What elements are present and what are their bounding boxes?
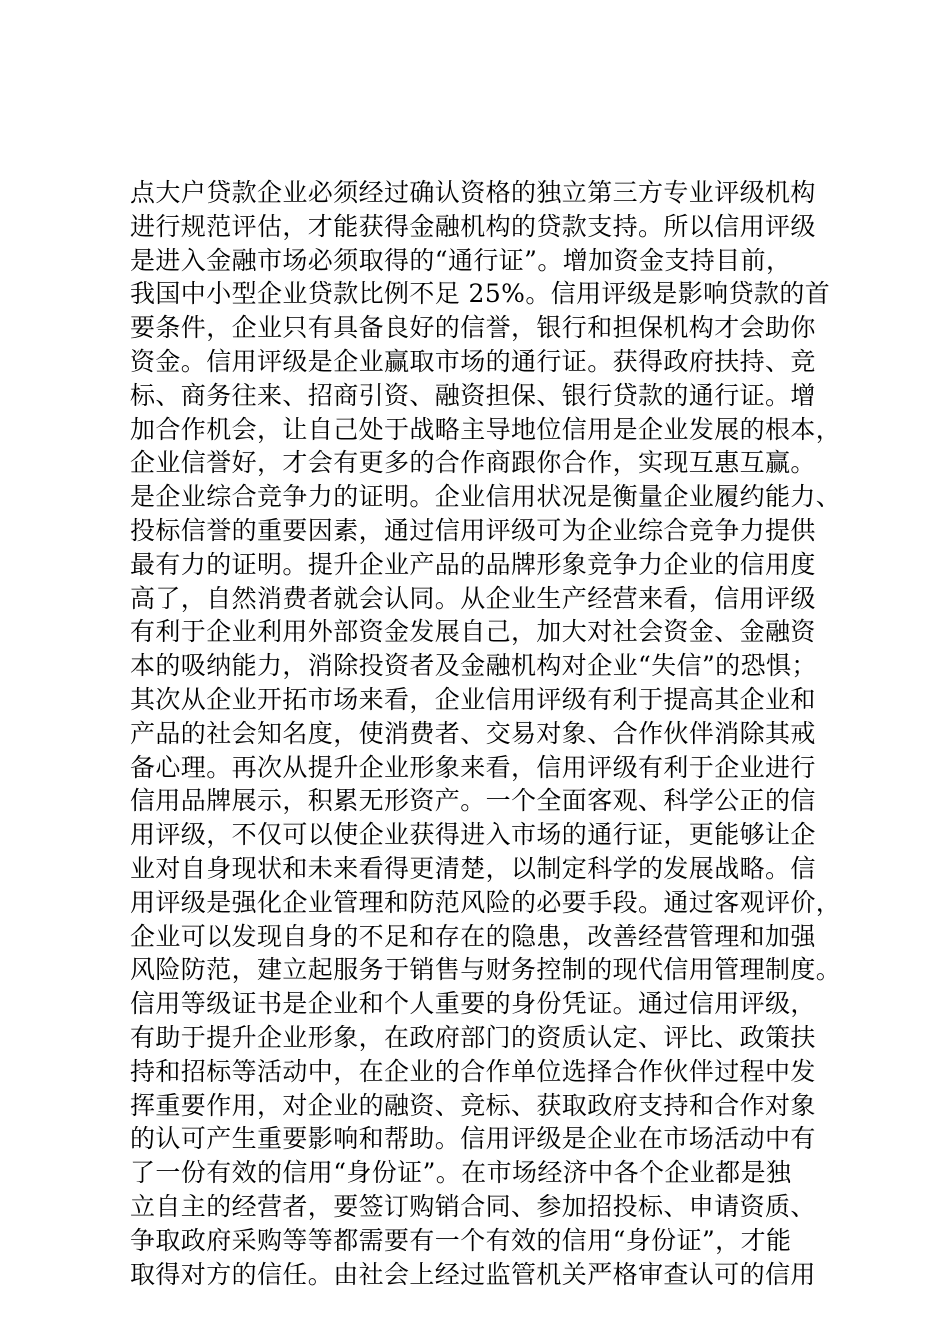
text-line: 要条件，企业只有具备良好的信誉，银行和担保机构才会助你 [130, 313, 816, 343]
text-line: 的认可产生重要影响和帮助。信用评级是企业在市场活动中有 [130, 1124, 816, 1154]
text-line: 高了，自然消费者就会认同。从企业生产经营来看，信用评级 [130, 583, 816, 613]
body-text [130, 176, 842, 1291]
text-line: 信用等级证书是企业和个人重要的身份凭证。通过信用评级， [130, 989, 816, 1019]
text-line: 风险防范，建立起服务于销售与财务控制的现代信用管理制度。 [130, 955, 842, 985]
text-line: 挥重要作用，对企业的融资、竞标、获取政府支持和合作对象 [130, 1090, 816, 1120]
text-line: 我国中小型企业贷款比例不足 25%。信用评级是影响贷款的首 [130, 279, 831, 309]
text-line: 企业可以发现自身的不足和存在的隐患，改善经营管理和加强 [130, 921, 816, 951]
text-line: 点大户贷款企业必须经过确认资格的独立第三方专业评级机构 [130, 178, 816, 207]
text-line: 加合作机会，让自己处于战略主导地位信用是企业发展的根本， [130, 414, 842, 444]
text-line: 有利于企业利用外部资金发展自己，加大对社会资金、金融资 [130, 617, 816, 647]
text-line: 进行规范评估，才能获得金融机构的贷款支持。所以信用评级 [130, 211, 816, 241]
text-line: 企业信誉好，才会有更多的合作商跟你合作，实现互惠互赢。 [130, 448, 816, 478]
text-line: 最有力的证明。提升企业产品的品牌形象竞争力企业的信用度 [130, 549, 816, 579]
text-line: 业对自身现状和未来看得更清楚，以制定科学的发展战略。信 [130, 853, 816, 883]
text-line: 资金。信用评级是企业赢取市场的通行证。获得政府扶持、竞 [130, 346, 816, 376]
text-line: 备心理。再次从提升企业形象来看，信用评级有利于企业进行 [130, 752, 816, 782]
text-line: 了一份有效的信用“身份证”。在市场经济中各个企业都是独 [130, 1158, 792, 1188]
text-line: 有助于提升企业形象，在政府部门的资质认定、评比、政策扶 [130, 1022, 816, 1052]
text-line: 信用品牌展示，积累无形资产。一个全面客观、科学公正的信 [130, 786, 816, 816]
text-line: 用评级是强化企业管理和防范风险的必要手段。通过客观评价， [130, 887, 842, 917]
text-line: 标、商务往来、招商引资、融资担保、银行贷款的通行证。增 [130, 380, 816, 410]
text-line: 本的吸纳能力，消除投资者及金融机构对企业“失信”的恐惧； [130, 651, 817, 681]
text-line: 投标信誉的重要因素，通过信用评级可为企业综合竞争力提供 [130, 515, 816, 545]
text-line: 争取政府采购等等都需要有一个有效的信用“身份证”，才能 [130, 1225, 792, 1255]
text-line: 是企业综合竞争力的证明。企业信用状况是衡量企业履约能力、 [130, 482, 842, 512]
text-line: 是进入金融市场必须取得的“通行证”。增加资金支持目前， [130, 245, 792, 275]
text-line: 持和招标等活动中，在企业的合作单位选择合作伙伴过程中发 [130, 1056, 816, 1086]
text-line: 产品的社会知名度，使消费者、交易对象、合作伙伴消除其戒 [130, 718, 816, 748]
text-line: 取得对方的信任。由社会上经过监管机关严格审查认可的信用 [130, 1259, 816, 1289]
text-line: 立自主的经营者，要签订购销合同、参加招投标、申请资质、 [130, 1191, 816, 1221]
text-line: 其次从企业开拓市场来看，企业信用评级有利于提高其企业和 [130, 684, 816, 714]
text-line: 用评级，不仅可以使企业获得进入市场的通行证，更能够让企 [130, 820, 816, 850]
